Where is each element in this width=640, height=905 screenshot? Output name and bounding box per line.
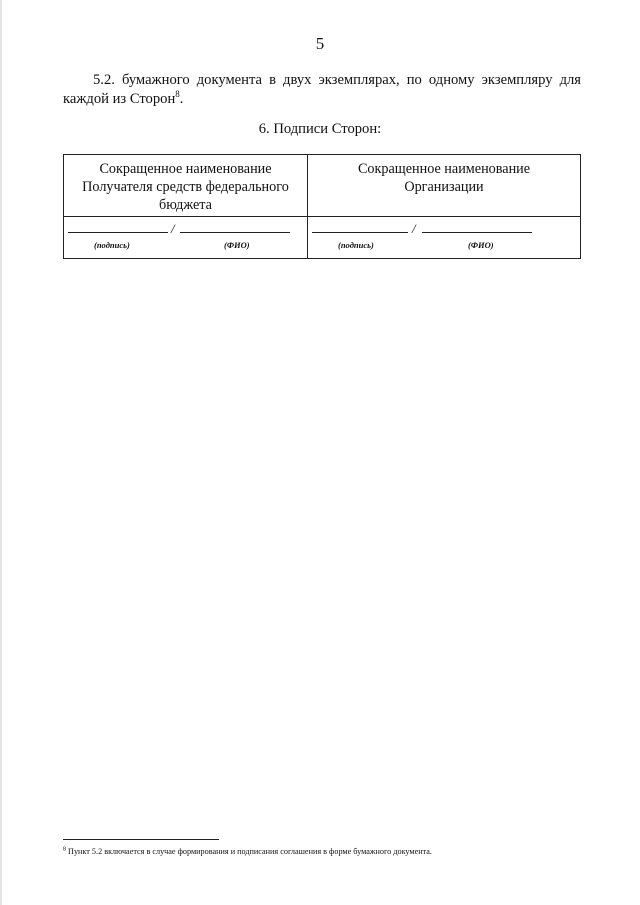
footnote [63,847,583,856]
organization-name-line[interactable] [422,232,532,233]
page-number: 5 [315,34,325,53]
recipient-signature-caption: (подпись) [94,240,130,250]
footnote-divider [63,839,219,840]
signature-table [63,154,581,259]
organization-name-caption: (ФИО) [468,240,494,250]
recipient-signature-cell [64,217,308,259]
footnote-reference: 8 [175,89,180,100]
organization-signature-cell [308,217,581,259]
footnote-marker: 8 [63,846,66,853]
recipient-heading: Сокращенное наименование Получателя средств федерального бюджета [82,161,289,213]
clause-text: 5.2. бумажного документа в двух экземплярах, по одному экземпляру для каждой из Сторон [63,72,581,107]
organization-separator: / [412,221,416,236]
recipient-heading-cell [64,155,308,217]
organization-signature-caption: (подпись) [338,240,374,250]
recipient-signature-line[interactable] [68,232,168,233]
table-header-row [64,155,581,217]
recipient-name-line[interactable] [180,232,290,233]
organization-heading-cell [308,155,581,217]
clause-5-2: 5.2. бумажного документа в двух экземплярах, по одному экземпляру для каждой из Сторон$^8$. [63,72,581,107]
section-title: 6. Подписи Сторон: [258,121,382,137]
table-signature-row [64,217,581,259]
organization-signature-line[interactable] [312,232,408,233]
recipient-separator: / [171,221,175,236]
footnote-text: Пункт 5.2 включается в случае формирования и подписания соглашения в форме бумажного документа. [66,847,432,856]
recipient-name-caption: (ФИО) [224,240,250,250]
organization-heading: Сокращенное наименование Организации [357,161,531,195]
